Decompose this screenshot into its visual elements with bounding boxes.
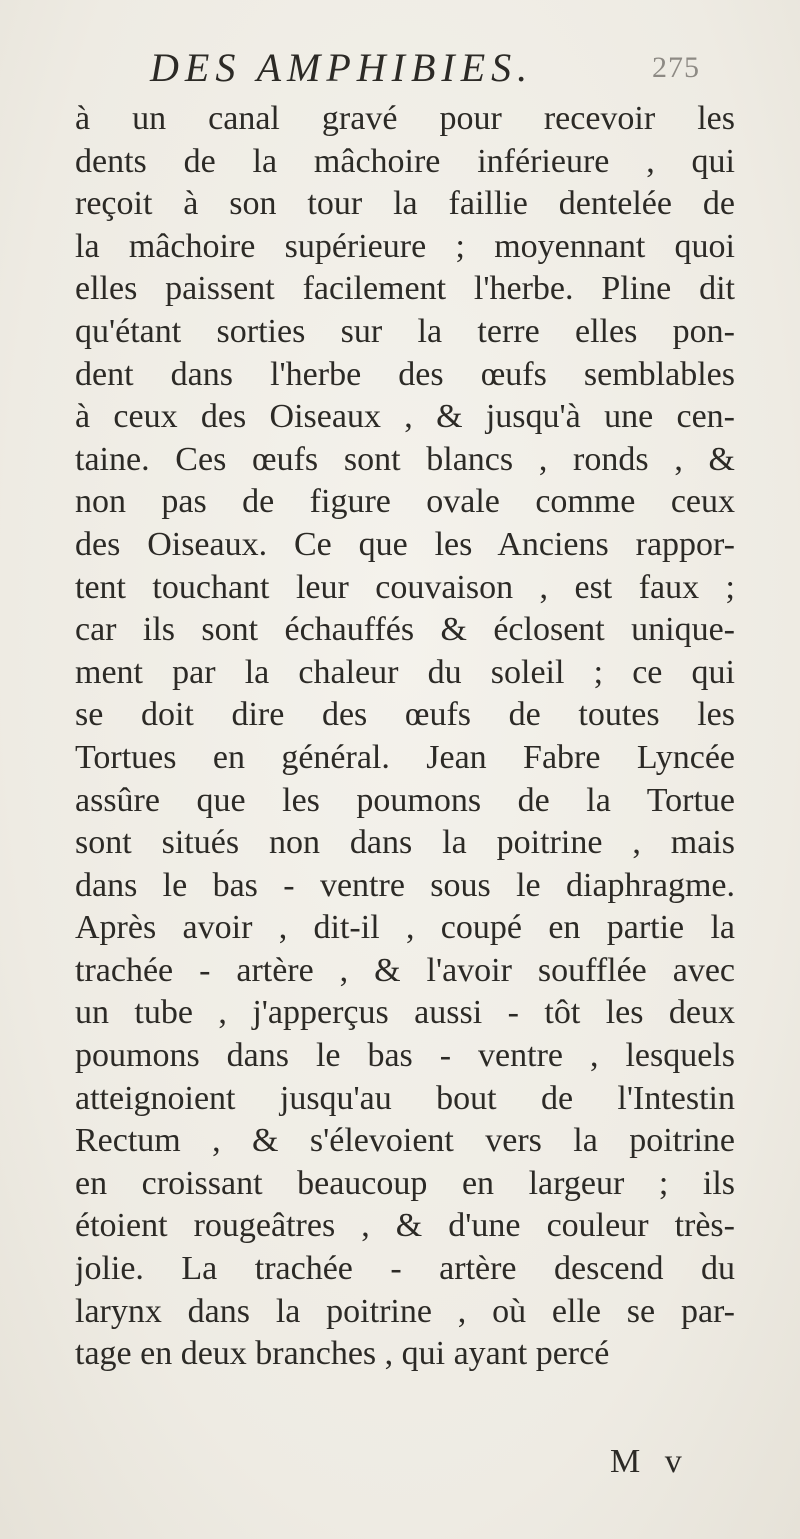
text-line: reçoit à son tour la faillie dentelée de <box>75 185 735 223</box>
text-line: taine. Ces œufs sont blancs , ronds , & <box>75 440 735 478</box>
text-line: elles paissent facilement l'herbe. Pline dit <box>75 270 735 308</box>
text-line: non pas de figure ovale comme ceux <box>75 483 735 521</box>
text-line: à un canal gravé pour recevoir les <box>75 100 735 137</box>
text-line: dans le bas - ventre sous le diaphragme. <box>75 866 735 904</box>
text-line: étoient rougeâtres , & d'une couleur très- <box>75 1207 735 1245</box>
text-line: Après avoir , dit-il , coupé en partie la <box>75 909 735 947</box>
text-line: ment par la chaleur du soleil ; ce qui <box>75 653 735 691</box>
running-title: DES AMPHIBIES. <box>150 45 534 90</box>
body-text <box>75 98 735 1376</box>
text-line: dent dans l'herbe des œufs semblables <box>75 355 735 393</box>
text-line: un tube , j'apperçus aussi - tôt les deux <box>75 994 735 1032</box>
text-line: car ils sont échauffés & éclosent unique- <box>75 611 735 649</box>
text-line: la mâchoire supérieure ; moyennant quoi <box>75 227 735 265</box>
text-line: Rectum , & s'élevoient vers la poitrine <box>75 1122 735 1160</box>
text-line: Tortues en général. Jean Fabre Lyncée <box>75 738 735 776</box>
running-header <box>150 38 710 98</box>
text-line: dents de la mâchoire inférieure , qui <box>75 142 735 180</box>
page-number: 275 <box>652 51 700 84</box>
text-line: tage en deux branches , qui ayant percé <box>75 1335 610 1373</box>
text-line: qu'étant sorties sur la terre elles pon- <box>75 312 735 350</box>
text-line: des Oiseaux. Ce que les Anciens rappor- <box>75 525 735 563</box>
text-line: jolie. La trachée - artère descend du <box>75 1250 735 1288</box>
text-line: atteignoient jusqu'au bout de l'Intestin <box>75 1079 735 1117</box>
text-line: se doit dire des œufs de toutes les <box>75 696 735 734</box>
text-line: assûre que les poumons de la Tortue <box>75 781 735 819</box>
text-line: larynx dans la poitrine , où elle se par- <box>75 1292 735 1330</box>
text-line: en croissant beaucoup en largeur ; ils <box>75 1164 735 1202</box>
text-line: tent touchant leur couvaison , est faux ; <box>75 568 735 606</box>
text-line: trachée - artère , & l'avoir soufflée avec <box>75 951 735 989</box>
signature-mark: M v <box>610 1443 690 1480</box>
text-line: poumons dans le bas - ventre , lesquels <box>75 1037 735 1075</box>
text-line: à ceux des Oiseaux , & jusqu'à une cen- <box>75 398 735 436</box>
text-line: sont situés non dans la poitrine , mais <box>75 824 735 862</box>
